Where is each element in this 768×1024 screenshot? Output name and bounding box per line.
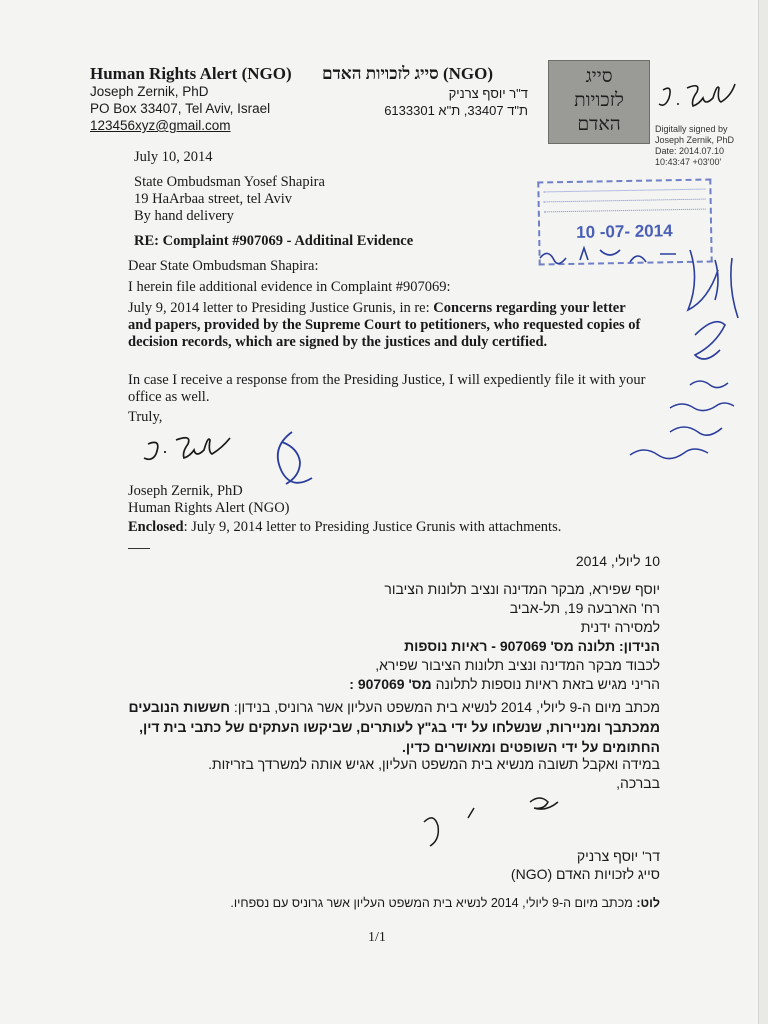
handwritten-signature-en (142, 428, 332, 488)
section-divider (128, 548, 150, 549)
evidence-paragraph-he (120, 697, 660, 757)
letter-date-en: July 10, 2014 (134, 149, 213, 165)
closing-he: בברכה, (616, 775, 660, 791)
intro-en: I herein file additional evidence in Complaint #907069: (128, 279, 451, 295)
digital-signature-line-1: Digitally signed by (655, 124, 728, 134)
closing-en: Truly, (128, 409, 163, 425)
evidence-bold-en: Concerns regarding your letter and papers, provided by the Supreme Court to petitioners, who requested copies of decision records, which are signed by the justices and duly certified. (128, 300, 641, 350)
recipient-he-1: יוסף שפירא, מבקר המדינה ונציב תלונות הציבור (384, 581, 660, 597)
sig-org-en: Human Rights Alert (NGO) (128, 500, 290, 516)
intro-text-he: הריני מגיש בזאת ראיות נוספות לתלונה (431, 676, 660, 692)
org-logo (548, 60, 650, 144)
enclosed-label-en: Enclosed (128, 519, 184, 535)
page-edge (758, 0, 768, 1024)
sig-org-he: סייג לזכויות האדם (NGO) (510, 866, 660, 882)
intro-bold-he: מס' 907069 : (349, 676, 432, 692)
stamp-date: 10 -07- 2014 (576, 221, 673, 242)
salutation-he: לכבוד מבקר המדינה ונציב תלונות הציבור שפירא, (375, 657, 660, 673)
recipient-he-2: רח' הארבעה 19, תל-אביב (509, 600, 660, 616)
enclosed-text-he: מכתב מיום ה-9 ליולי, 2014 לנשיא בית המשפט העליון אשר גרוניס עם נספחיו. (230, 896, 637, 910)
evidence-paragraph-en (128, 300, 648, 351)
intro-line-he (349, 676, 660, 692)
org-name-en: Human Rights Alert (NGO) (90, 64, 292, 83)
enclosed-label-he: לוט: (636, 896, 660, 910)
re-line: RE: Complaint #907069 - Additinal Evidence (134, 233, 414, 249)
followup-he: במידה ואקבל תשובה מנשיא בית המשפט העליון, אגיש אותה למשרדך בזריזות. (208, 756, 660, 772)
logo-line-2: לזכויות (574, 89, 624, 111)
letter-date-he: 10 ליולי, 2014 (575, 553, 660, 569)
handwritten-signature-he (410, 788, 590, 848)
org-name-he: (NGO) סייג לזכויות האדם (322, 64, 494, 83)
evidence-prefix-en: July 9, 2014 letter to Presiding Justice Grunis, in re: (128, 300, 434, 316)
page-number: 1/1 (368, 930, 386, 945)
enclosed-text-en: : July 9, 2014 letter to Presiding Justice Grunis with attachments. (183, 519, 562, 535)
digital-signature-scribble (655, 78, 750, 120)
author-name-he: ד"ר יוסף צרניק (448, 86, 528, 101)
evidence-text-he: מכתב מיום ה-9 ליולי, 2014 לנשיא בית המשפט העליון אשר גרוניס, בנידון: (230, 699, 660, 715)
followup-en: In case I receive a response from the Presiding Justice, I will expediently file it with your office as well. (128, 372, 646, 405)
logo-line-1: סייג (585, 65, 613, 87)
recipient-line-2: 19 HaArbaa street, tel Aviv (134, 191, 292, 207)
author-name-en: Joseph Zernik, PhD (90, 84, 209, 99)
recipient-line-3: By hand delivery (134, 208, 234, 224)
email-link[interactable]: 123456xyz@gmail.com (90, 118, 231, 133)
enclosed-line-he (230, 896, 660, 910)
recipient-line-1: State Ombudsman Yosef Shapira (134, 174, 325, 190)
digital-signature-line-2: Joseph Zernik, PhD (655, 135, 735, 145)
salutation-en: Dear State Ombudsman Shapira: (128, 258, 319, 274)
subject-he: הנידון: תלונה מס' 907069 - ראיות נוספות (404, 638, 660, 654)
digital-signature-line-3: Date: 2014.07.10 (655, 146, 725, 156)
address-en: PO Box 33407, Tel Aviv, Israel (90, 101, 271, 116)
recipient-he-3: למסירה ידנית (580, 619, 660, 635)
handwritten-margin-notes (520, 240, 758, 480)
logo-line-3: האדם (577, 113, 621, 135)
evidence-bold-he: חששות הנובעים ממכתבך ומניירות, שנשלחו על ידי בג"ץ לעותרים, שביקשו העתקים של כתבי בית דין, החתומים על ידי השופטים ומאושרים כדין. (128, 699, 660, 755)
address-he: ת"ד 33407, ת"א 6133301 (384, 103, 528, 118)
enclosed-line-en (128, 519, 561, 536)
sig-name-en: Joseph Zernik, PhD (128, 483, 243, 499)
sig-name-he: דר' יוסף צרניק (576, 848, 660, 864)
digital-signature-line-4: 10:43:47 +03'00' (655, 157, 722, 167)
